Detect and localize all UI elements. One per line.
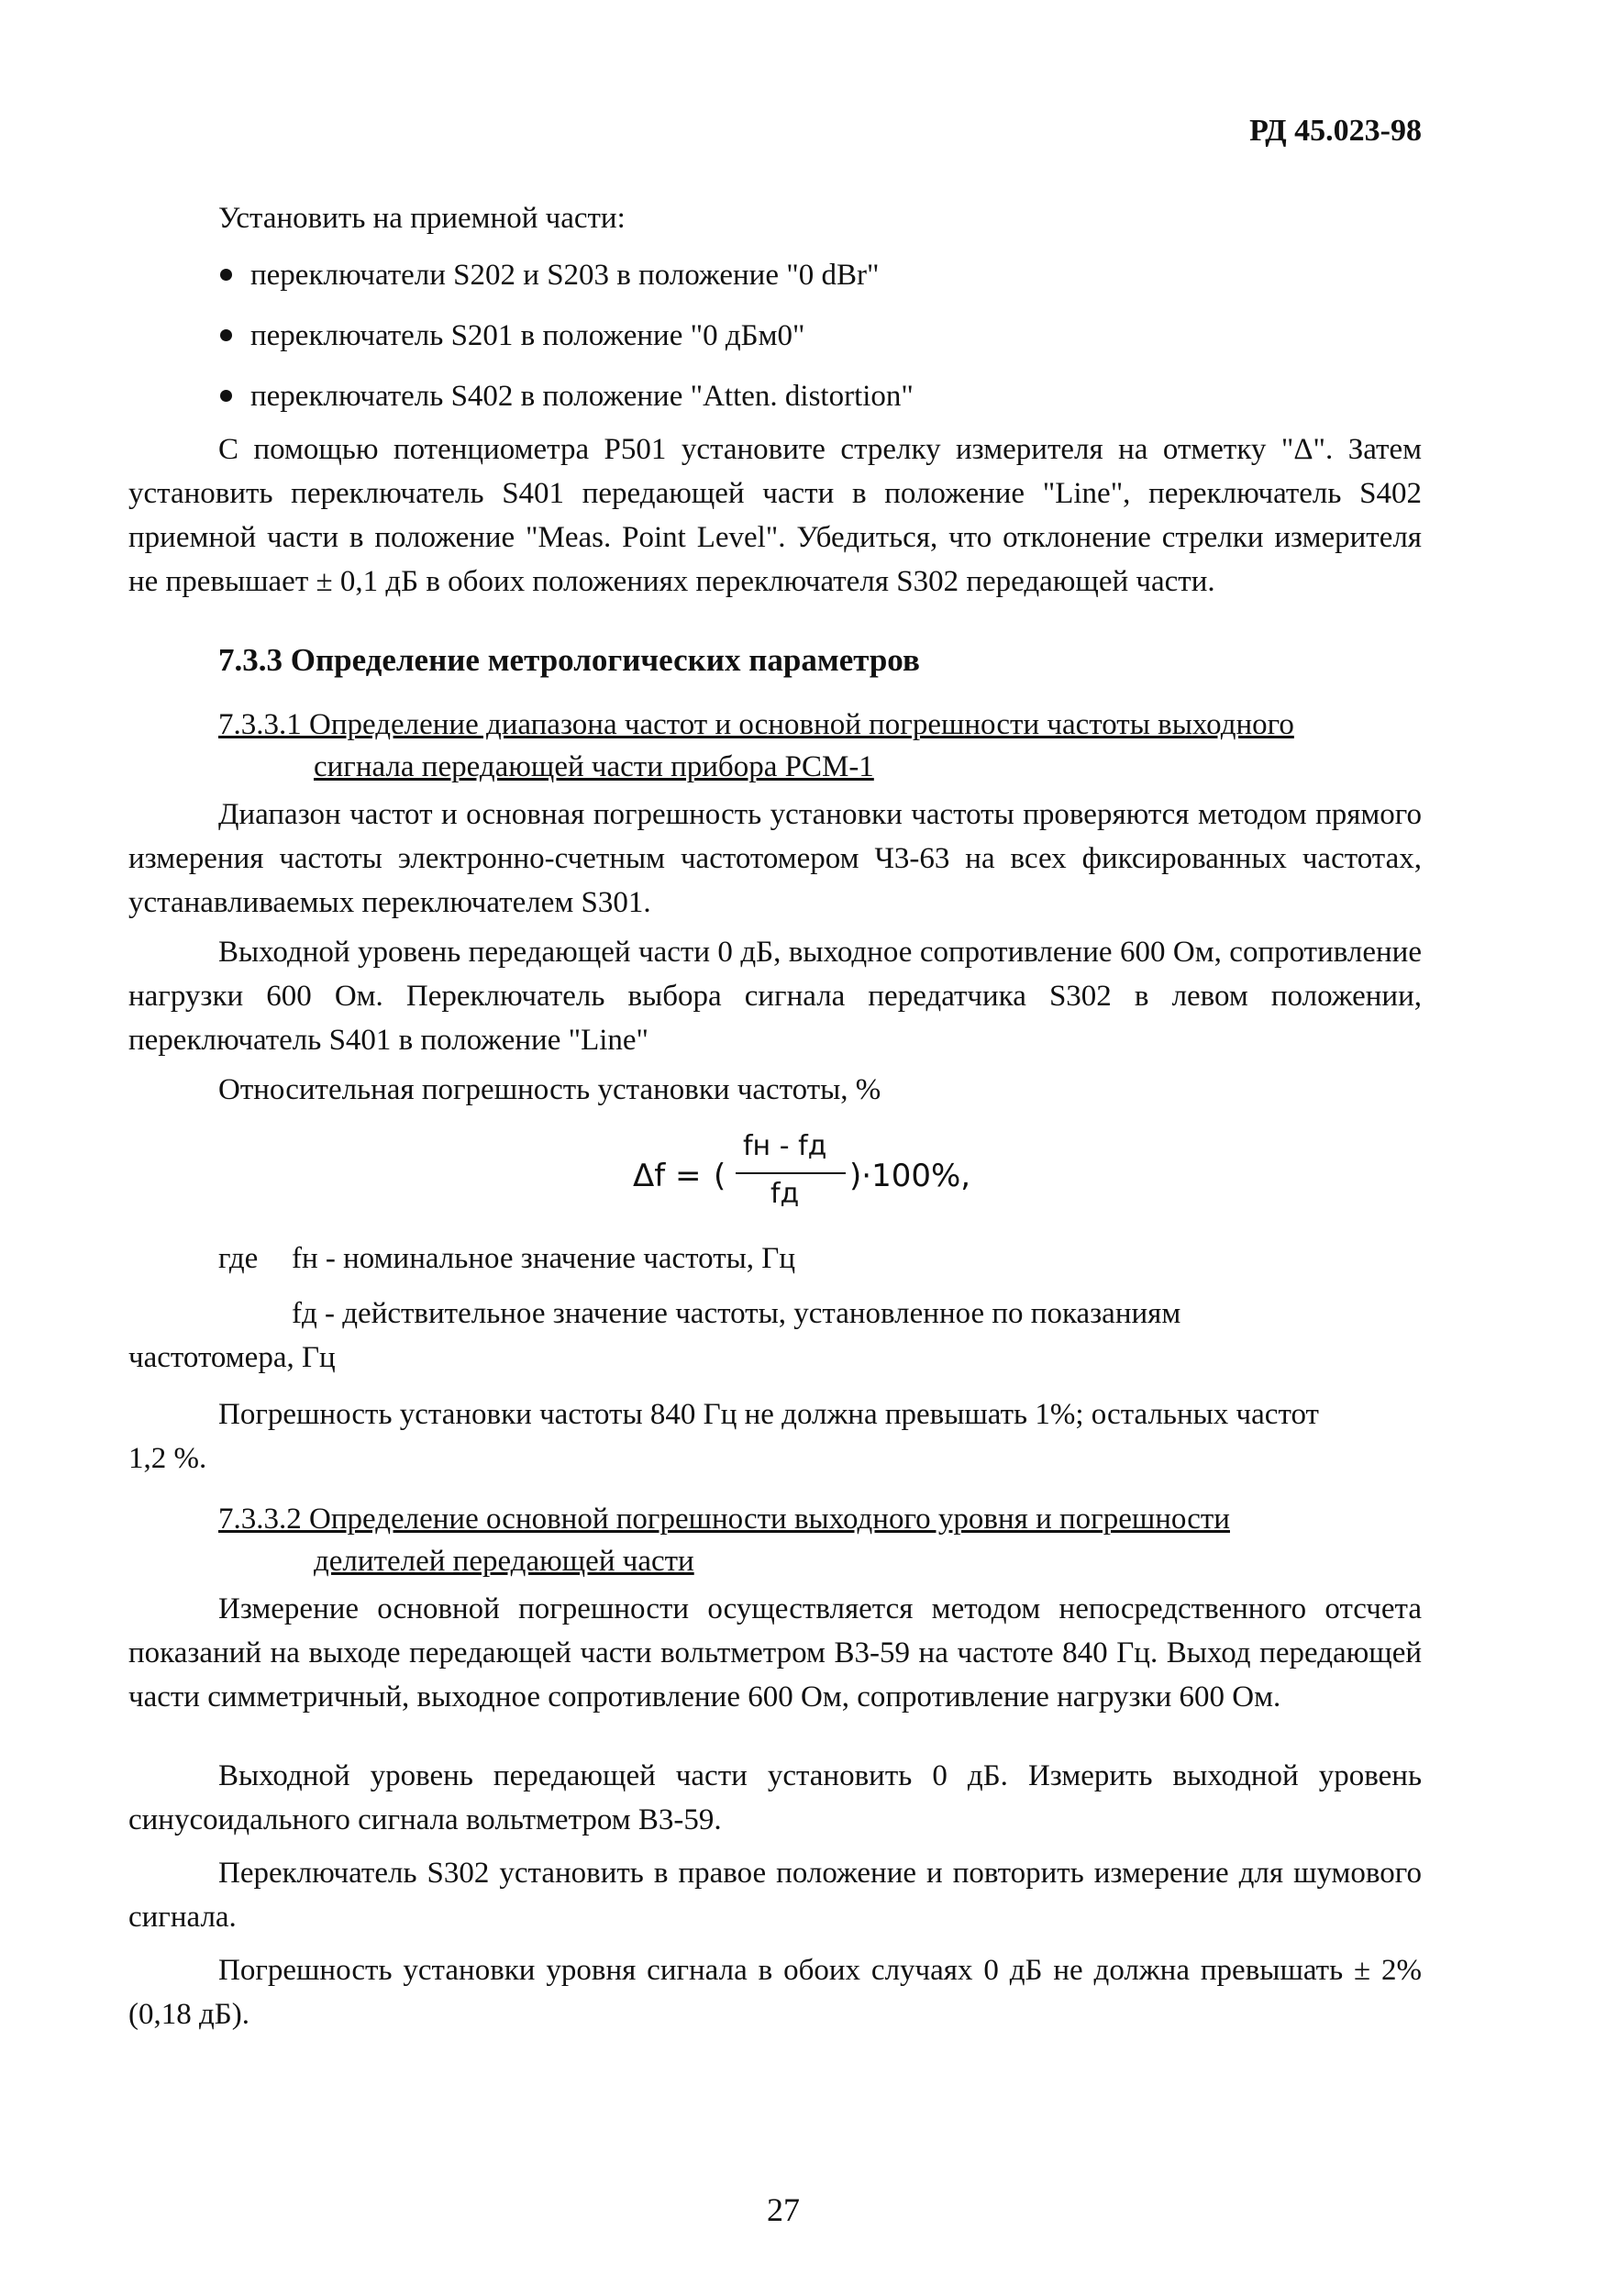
paragraph-relative-error: Относительная погрешность установки частоты, % [218,1073,881,1106]
formula-numerator: fн - fд [743,1130,827,1162]
formula-rhs: )·100%, [849,1158,971,1194]
paragraph-level-error: Погрешность установки уровня сигнала в обоих случаях 0 дБ не должна превышать ± 2% (0,18 дБ). [128,1954,1422,2031]
formula-denominator: fд [770,1178,800,1210]
paragraph-frequency-range: Диапазон частот и основная погрешность установки частоты проверяются методом прямого измерения частоты электронно-счетным частотомером Ч3-63 на всех фиксированных частотах, устанавливаемых переключателем S301. [128,798,1422,919]
subsection-7-3-3-1-title: 7.3.3.1 Определение диапазона частот и основной погрешности частоты выходного [218,708,1294,741]
where-word: где [218,1242,259,1275]
paragraph-output-level: Выходной уровень передающей части 0 дБ, выходное сопротивление 600 Ом, сопротивление нагрузки 600 Ом. Переключатель выбора сигнала передатчика S302 в левом положении, переключатель S401 в положение "Line" [128,936,1422,1057]
page-number: 27 [767,2191,800,2228]
intro-text: Установить на приемной части: [218,202,626,235]
bullet-icon [220,329,232,341]
definition-fd: fд - действительное значение частоты, установленное по показаниям [292,1297,1181,1330]
formula-fraction-bar [736,1172,846,1174]
paragraph-setup: С помощью потенциометра P501 установите стрелку измерителя на отметку "Δ". Затем установить переключатель S401 передающей части в положение "Line", переключатель S402 приемной части в положение "Meas. Point Level". Убедиться, что отклонение стрелки измерителя не превышает ± 0,1 дБ в обоих положениях переключателя S302 передающей части. [128,433,1422,598]
frequency-error-formula [633,1130,1055,1240]
subsection-7-3-3-1-title-cont: сигнала передающей части прибора PCM-1 [314,750,874,783]
paragraph-measurement: Измерение основной погрешности осуществляется методом непосредственного отсчета показаний на выходе передающей части вольтметром В3-59 на частоте 840 Гц. Выход передающей части симметричный, выходное сопротивление 600 Ом, сопротивление нагрузки 600 Ом. [128,1592,1422,1714]
bullet-item: переключатель S201 в положение "0 дБм0" [220,314,804,358]
paragraph-tolerance: Погрешность установки частоты 840 Гц не должна превышать 1%; остальных частот [218,1398,1319,1431]
formula-lhs: Δf = [633,1158,702,1194]
paragraph-set-level: Выходной уровень передающей части установить 0 дБ. Измерить выходной уровень синусоидального сигнала вольтметром В3-59. [128,1759,1422,1836]
section-heading-7-3-3: 7.3.3 Определение метрологических параметров [218,642,920,678]
bullet-icon [220,390,232,402]
subsection-7-3-3-2-title-cont: делителей передающей части [314,1545,694,1578]
definition-fd-cont: частотомера, Гц [128,1341,336,1374]
paragraph-tolerance-cont: 1,2 %. [128,1442,207,1475]
subsection-7-3-3-2-title: 7.3.3.2 Определение основной погрешности выходного уровня и погрешности [218,1503,1230,1536]
definition-fn: fн - номинальное значение частоты, Гц [292,1242,796,1275]
bullet-item: переключатели S202 и S203 в положение "0 dBr" [220,253,879,297]
formula-open-paren: ( [714,1158,726,1194]
document-code: РД 45.023-98 [1249,114,1422,148]
bullet-item: переключатель S402 в положение "Atten. distortion" [220,374,914,418]
bullet-icon [220,269,232,281]
paragraph-noise: Переключатель S302 установить в правое положение и повторить измерение для шумового сигнала. [128,1857,1422,1934]
